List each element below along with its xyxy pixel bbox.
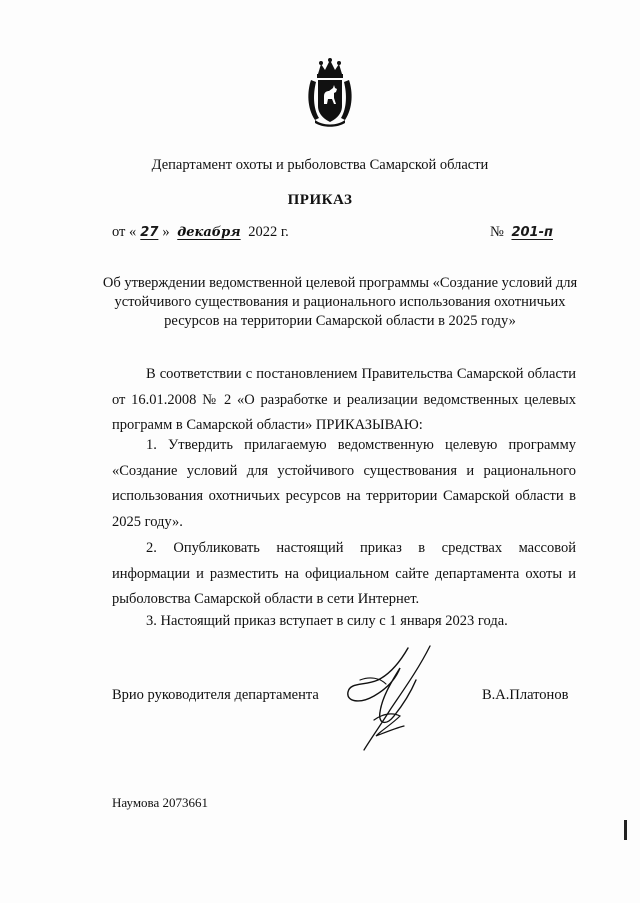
signature-image — [330, 640, 450, 755]
document-title: Об утверждении ведомственной целевой программы «Создание условий для устойчивого существования и рационального использования охотничьих ресурсов на территории Самарской области в 2025 году» — [102, 275, 578, 329]
coat-of-arms-icon — [305, 58, 355, 128]
paragraph-item-1: 1. Утвердить прилагаемую ведомственную целевую программу «Создание условий для устойчивого существования и рационального использования охотничьих ресурсов на территории Самарской области в 2025 году». — [112, 437, 576, 530]
paragraph-item-3: 3. Настоящий приказ вступает в силу с 1 января 2023 года. — [146, 613, 508, 629]
number-prefix: № — [490, 224, 504, 240]
scan-artifact — [624, 820, 627, 840]
number-value: 201-п — [511, 225, 553, 240]
document-number — [490, 224, 557, 241]
date-day: 27 — [140, 225, 159, 240]
document-type: ПРИКАЗ — [287, 192, 353, 208]
date-month: декабря — [177, 225, 241, 240]
paragraph-item-2: 2. Опубликовать настоящий приказ в средствах массовой информации и разместить на официальном сайте департамента охоты и рыболовства Самарской области в сети Интернет. — [112, 540, 576, 607]
date-middle: » — [162, 224, 170, 240]
paragraph-preamble: В соответствии с постановлением Правительства Самарской области от 16.01.2008 № 2 «О разработке и реализации ведомственных целевых программ в Самарской области» ПРИКАЗЫВАЮ: — [112, 366, 576, 433]
date-year: 2022 г. — [248, 224, 289, 240]
date-prefix: от « — [112, 224, 137, 240]
executor-contact: Наумова 2073661 — [112, 795, 209, 810]
signer-position: Врио руководителя департамента — [112, 687, 319, 703]
organization-name: Департамент охоты и рыболовства Самарской области — [151, 157, 489, 173]
document-date — [112, 224, 289, 241]
signer-name: В.А.Платонов — [482, 687, 569, 703]
